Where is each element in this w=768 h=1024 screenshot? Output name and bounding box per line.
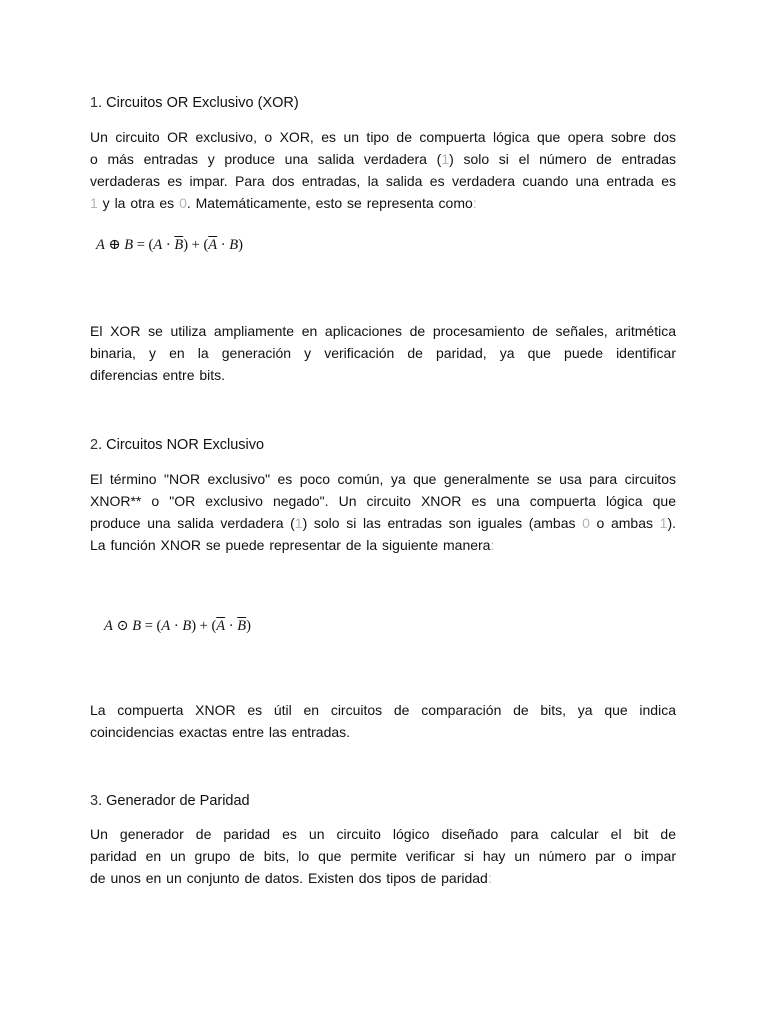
value-zero: 0 — [582, 515, 590, 531]
value-one: 1 — [90, 195, 98, 211]
xor-formula: A ⊕ $B = (A \cdot \overline{B}) + (\overline{A} \cdot B)$ — [96, 237, 243, 253]
text-line: coincidencias exactas entre las entradas. — [90, 724, 351, 740]
section-3-title: . Generador de Paridad — [98, 793, 250, 809]
section-1-number: 1 — [90, 95, 99, 111]
section-2-body — [90, 699, 676, 743]
text-line: XNOR** o "OR exclusivo negado". Un circuito XNOR es una compuerta lógica que — [90, 493, 676, 509]
value-one: 1 — [441, 151, 450, 167]
text-line: binaria, y en la generación y verificación de paridad, ya que puede identificar — [90, 345, 676, 361]
value-one: 1 — [659, 515, 668, 531]
section-2-heading — [90, 436, 264, 454]
value-one: 1 — [294, 515, 303, 531]
text-line: Un circuito OR exclusivo, o XOR, es un tipo de compuerta lógica que opera sobre dos — [90, 129, 676, 145]
xnor-formula: A ⊙ $B = (A \cdot B) + (\overline{A} \cdot \overline{B})$ — [104, 618, 251, 634]
section-3-heading — [90, 792, 250, 810]
section-1-body — [90, 320, 676, 386]
section-2-intro — [90, 468, 676, 556]
text-line: paridad en un grupo de bits, lo que permite verificar si hay un número par o impar — [90, 848, 676, 864]
text-line: produce una salida verdadera (1) solo si las entradas son iguales (ambas 0 o ambas 1). — [90, 515, 676, 531]
section-1-heading — [90, 94, 299, 112]
section-1-intro — [90, 126, 676, 214]
section-1-title: . Circuitos OR Exclusivo (XOR) — [98, 95, 299, 111]
section-3-intro — [90, 823, 676, 889]
section-2-title: . Circuitos NOR Exclusivo — [98, 437, 265, 453]
text-line: El término "NOR exclusivo" es poco común, ya que generalmente se usa para circuitos — [90, 471, 676, 487]
text-line: verdaderas es impar. Para dos entradas, la salida es verdadera cuando una entrada es — [90, 173, 676, 189]
text-line: de unos en un conjunto de datos. Existen dos tipos de paridad: — [90, 870, 492, 886]
text-line: La compuerta XNOR es útil en circuitos de comparación de bits, ya que indica — [90, 702, 676, 718]
text-line: 1 y la otra es 0. Matemáticamente, esto se representa como: — [90, 195, 477, 211]
section-3-number: 3 — [90, 793, 99, 809]
text-line: El XOR se utiliza ampliamente en aplicaciones de procesamiento de señales, aritmética — [90, 323, 676, 339]
section-2-number: 2 — [90, 437, 99, 453]
text-line: La función XNOR se puede representar de la siguiente manera: — [90, 537, 495, 553]
value-zero: 0 — [179, 195, 187, 211]
text-line: Un generador de paridad es un circuito lógico diseñado para calcular el bit de — [90, 826, 676, 842]
text-line: diferencias entre bits. — [90, 367, 226, 383]
text-line: o más entradas y produce una salida verdadera (1) solo si el número de entradas — [90, 151, 676, 167]
